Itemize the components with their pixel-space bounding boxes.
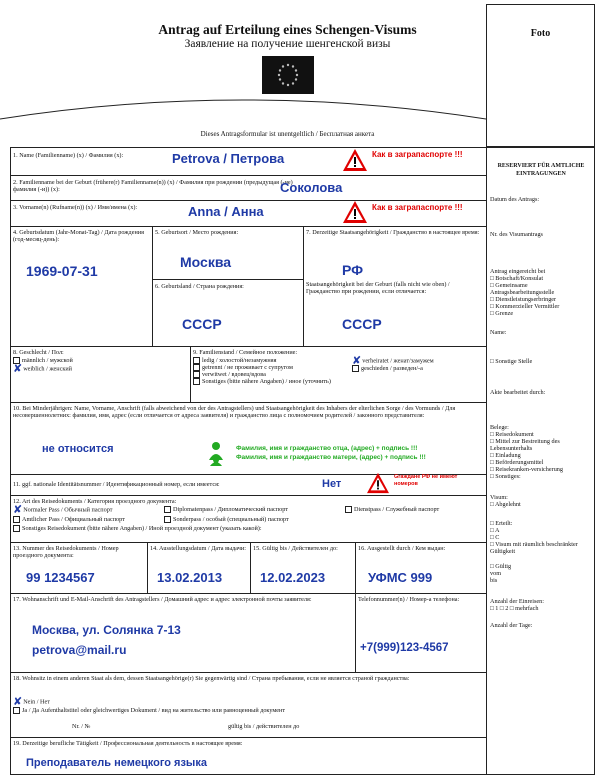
f16-value[interactable]: УФМС 999 <box>368 570 433 585</box>
f18-valid-until[interactable]: gültig bis / действителен до <box>228 723 300 730</box>
f2-label: 2. Familienname bei der Geburt (frühere(r) Familienname(n)) (x) / Фамилия при рождении (предыдущая (-ие) фамилия (-и)) (x): <box>13 179 293 193</box>
f12-other-doc[interactable]: Sonstiges Reisedokument (bitte nähere Angaben) / Иной проездной документ (указать какой): <box>13 525 262 532</box>
header-curve <box>0 85 486 125</box>
f11-value[interactable]: Нет <box>322 478 342 490</box>
f5-label: 5. Geburtsort / Место рождения: <box>155 229 239 236</box>
f1-label: 1. Name (Familienname) (x) / Фамилия (x): <box>13 152 124 159</box>
f12-service-pass[interactable]: Dienstpass / Служебный паспорт <box>345 506 439 513</box>
f12-normal-pass[interactable]: ✘Normaler Pass / Обычный паспорт <box>13 503 113 516</box>
f12-official-pass[interactable]: Amtlicher Pass / Официальный паспорт <box>13 516 125 523</box>
f8-option-male[interactable]: männlich / мужской <box>13 357 73 364</box>
f10-value[interactable]: не относится <box>42 443 114 455</box>
checkmark-icon: ✘ <box>352 354 362 367</box>
f17-phone-label: Telefonnummer(n) / Номер-а телефона: <box>358 596 460 603</box>
f18-label: 18. Wohnsitz in einem anderen Staat als dem, dessen Staatsangehörige(r) Sie gegenwärtig sind / Страна пребывания, если не является страной гражданства: <box>13 675 410 682</box>
f9-col1[interactable]: ledig / холостой/незамужняя getrennt / не проживает с супругом verwitwet / вдовец/вдова Sonstiges (bitte nähere Angaben) / иное (уточнить) <box>193 357 331 385</box>
f4-value[interactable]: 1969-07-31 <box>26 263 98 279</box>
f15-value[interactable]: 12.02.2023 <box>260 570 326 585</box>
f12-label: 12. Art des Reisedokuments / Категория проездного документа: <box>13 498 177 505</box>
form-title-de: Antrag auf Erteilung eines Schengen-Visums <box>158 22 417 37</box>
f3-warning: Как в заграпаспорте !!! <box>372 203 463 212</box>
f9-col2[interactable]: ✘verheiratet / женат/замужем geschieden / разведен/-а <box>352 354 434 372</box>
checkmark-icon: ✘ <box>13 362 23 375</box>
f18-option-no[interactable]: ✘Nein / Нет <box>13 695 50 708</box>
photo-box <box>486 4 595 147</box>
f5-value[interactable]: Москва <box>180 254 232 270</box>
f17-email[interactable]: petrova@mail.ru <box>32 643 127 657</box>
warning-icon <box>342 148 368 172</box>
f17-phone[interactable]: +7(999)123-4567 <box>360 642 449 654</box>
f3-label: 3. Vorname(n) (Rufname(n)) (x) / Имя/имена (x): <box>13 204 138 211</box>
f14-label: 14. Ausstellungsdatum / Дата выдачи: <box>150 545 246 552</box>
f6-value[interactable]: СССР <box>182 316 222 332</box>
f1-warning: Как в заграпаспорте !!! <box>372 150 463 159</box>
f4-label: 4. Geburtsdatum (Jahr-Monat-Tag) / Дата рождения (год-месяц-день): <box>13 229 144 243</box>
family-icon <box>203 440 229 468</box>
f10-father-note: Фамилия, имя и гражданство отца, (адрес) + подпись !!! <box>236 445 418 452</box>
f3-value[interactable]: Anna / Анна <box>188 204 264 219</box>
f8-label: 8. Geschlecht / Пол: <box>13 349 64 356</box>
f17-address[interactable]: Москва, ул. Солянка 7-13 <box>32 623 181 637</box>
f1-value[interactable]: Petrova / Петрова <box>172 151 285 166</box>
f15-label: 15. Gültig bis / Действителен до: <box>253 545 338 552</box>
f13-label: 13. Nummer des Reisedokuments / Номер проездного документа: <box>13 545 119 559</box>
checkmark-icon: ✘ <box>13 695 23 708</box>
f16-label: 16. Ausgestellt durch / Кем выдан: <box>358 545 446 552</box>
f9-label: 9. Familienstand / Семейное положение: <box>193 349 298 356</box>
warning-icon <box>342 200 368 224</box>
official-items: Datum des Antrags: Nr. des Visumantrags Antrag eingereicht bei □ Botschaft/Konsulat □ Gemeinsame Antragsbearbeitungsstelle □ Dienstleistungserbringer □ Kommerzieller Vermittler □ Grenze Name: □ Sonstige Stelle Akte bearbeitet durch: Belege: □ Reisedokument □ Mittel zur Bestreitung des Lebensunterhalts □ Einladung □ Beförderungsmittel □ Reisekranken-versicherung □ Sonstiges: Visum: □ Abgelehnt □ Erteilt: □ A □ C □ Visum mit räumlich beschränkter Gültigkeit □ Gültig vom bis Anzahl der Einreisen: □ 1 □ 2 □ mehrfach Anzahl der Tage: <box>490 196 578 629</box>
f12-diplomatic-pass[interactable]: Diplomatenpass / Дипломатический паспорт <box>164 506 288 513</box>
f7-birth-value[interactable]: СССР <box>342 316 382 332</box>
f7-birth-label: Staatsangehörigkeit bei der Geburt (falls nicht wie oben) / Гражданство при рождении, если отличается: <box>306 281 450 295</box>
f7-value[interactable]: РФ <box>342 262 364 278</box>
f10-label: 10. Bei Minderjährigen: Name, Vorname, Anschrift (falls abweichend von der des Antragstellers) und Staatsangehörigkeit des Inhabers der elterlichen Sorge / des Vormunds / Для несовершеннолетних: фамилия, имя, адрес (если отличается от адреса заявителя) и гражданство лица с полномочием родителей / законного представителя: <box>13 405 456 419</box>
f12-special-pass[interactable]: Sonderpass / особый (специальный) паспорт <box>164 516 289 523</box>
f11-warning: Graждане РФ не имеют номеров <box>394 474 458 487</box>
f19-label: 19. Derzeitige berufliche Tätigkeit / Профессиональная деятельность в настоящее время: <box>13 740 243 747</box>
f13-value[interactable]: 99 1234567 <box>26 570 95 585</box>
official-title: RESERVIERT FÜR AMTLICHE EINTRAGUNGEN <box>497 163 585 177</box>
f14-value[interactable]: 13.02.2013 <box>157 570 223 585</box>
f11-label: 11. ggf. nationale Identitätsnummer / Идентификационный номер, если имеется: <box>13 481 220 488</box>
f19-value[interactable]: Преподаватель немецкого языка <box>26 757 207 769</box>
free-form-note: Dieses Antragsformular ist unentgeltlich / Бесплатная анкета <box>200 130 375 138</box>
f6-label: 6. Geburtsland / Страна рождения: <box>155 283 244 290</box>
f2-value[interactable]: Соколова <box>280 180 343 195</box>
f18-number[interactable]: Nr. / № <box>72 723 91 730</box>
warning-icon <box>366 472 390 494</box>
photo-label: Foto <box>530 28 551 39</box>
form-title-ru: Заявление на получение шенгенской визы <box>184 38 391 50</box>
f7-label: 7. Derzeitige Staatsangehörigkeit / Гражданство в настоящее время: <box>306 229 480 236</box>
f8-option-female[interactable]: ✘weiblich / женский <box>13 362 72 375</box>
f17-label: 17. Wohnanschrift und E-Mail-Anschrift des Antragstellers / Домашний адрес и адрес электронной почты заявителя: <box>13 596 312 603</box>
f10-mother-note: Фамилия, имя и гражданство матери, (адрес) + подпись !!! <box>236 454 426 461</box>
checkmark-icon: ✘ <box>13 503 23 516</box>
f18-option-yes[interactable]: Ja / Да Aufenthaltstitel oder gleichwertiges Dokument / вид на жительство или равноценный документ <box>13 707 285 714</box>
